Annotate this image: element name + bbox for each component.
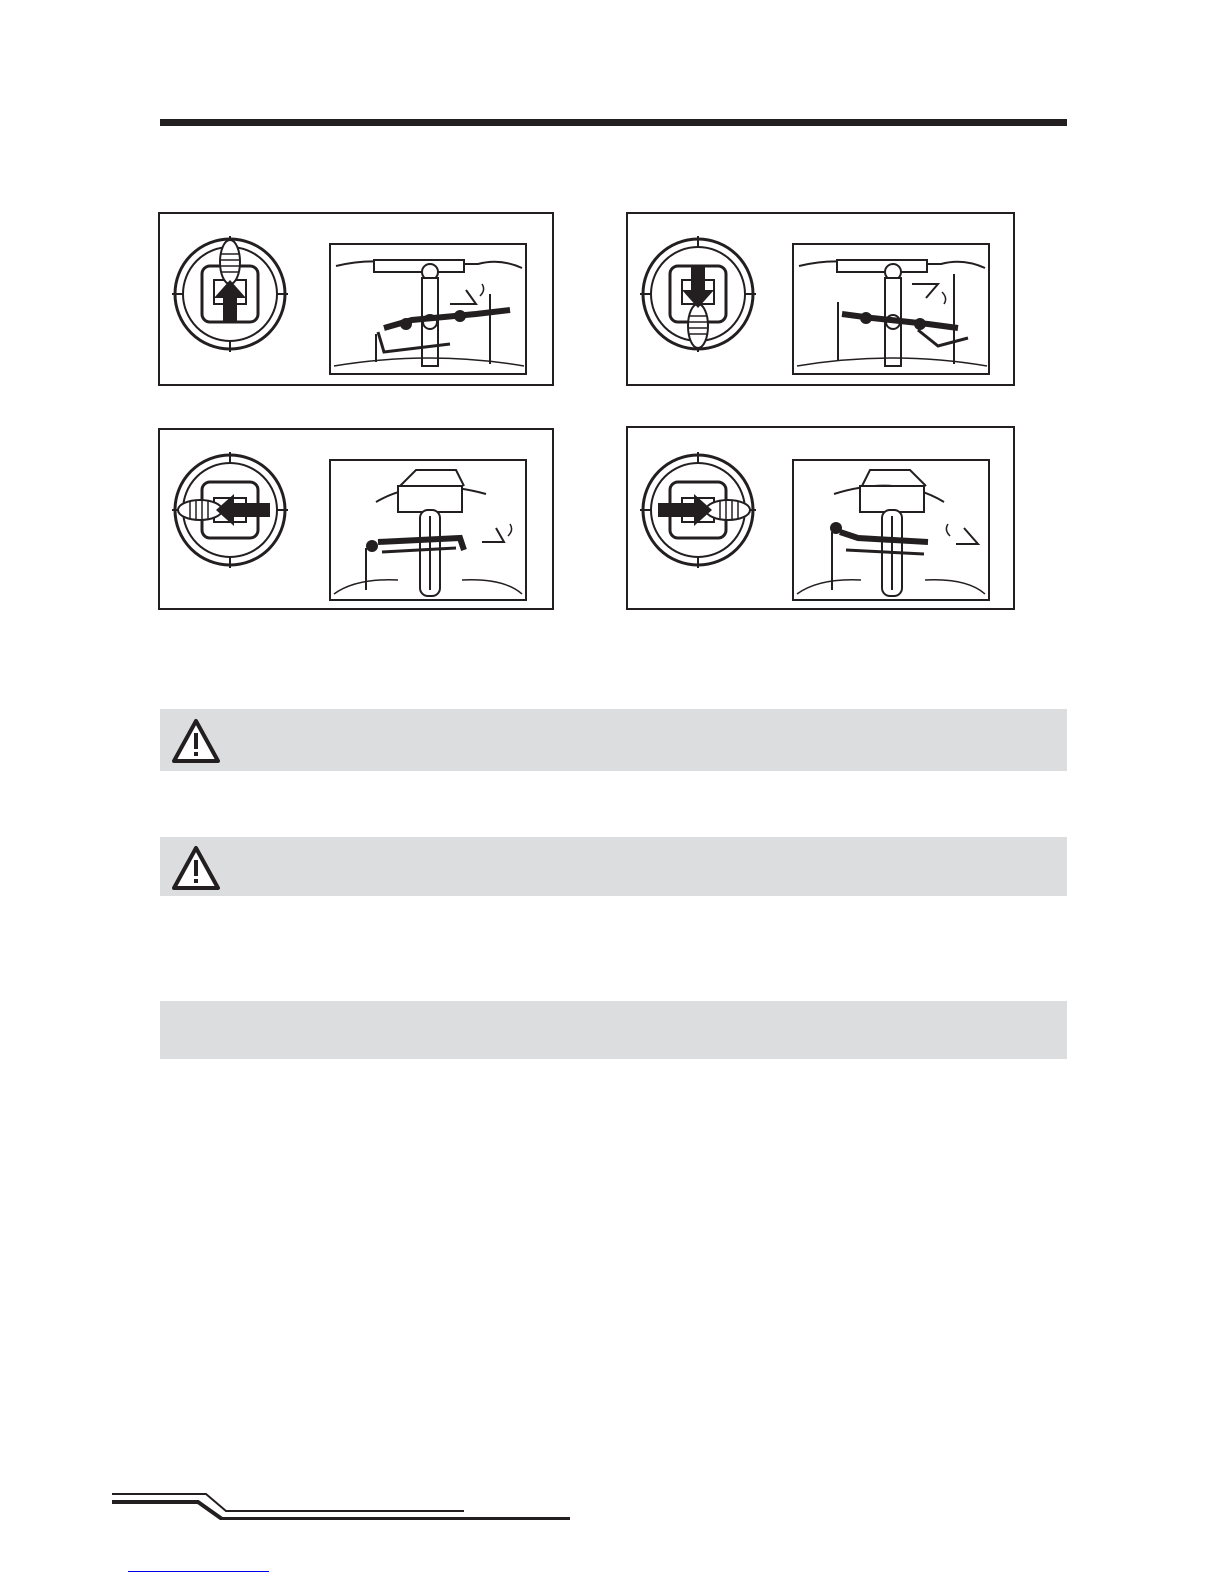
figure-aileron-left [158, 428, 554, 610]
warning-triangle-icon [170, 844, 222, 892]
rotor-head-illustration [330, 244, 526, 374]
warning-box-1 [160, 709, 1067, 771]
figure-elevator-back [626, 212, 1015, 386]
rotor-head-illustration [793, 460, 989, 600]
figure-aileron-right-art [628, 428, 1013, 608]
rotor-head-illustration [793, 244, 989, 374]
note-box [160, 1001, 1067, 1059]
figure-elevator-back-art [628, 214, 1013, 384]
figure-elevator-forward-art [160, 214, 552, 384]
figure-aileron-right [626, 426, 1015, 610]
figure-aileron-left-art [160, 430, 552, 608]
footer-decorative-rule [0, 1480, 600, 1520]
warning-box-2 [160, 837, 1067, 896]
figure-elevator-forward [158, 212, 554, 386]
warning-triangle-icon [170, 717, 222, 765]
footer-link-underline[interactable] [128, 1571, 269, 1572]
header-rule [160, 119, 1067, 126]
